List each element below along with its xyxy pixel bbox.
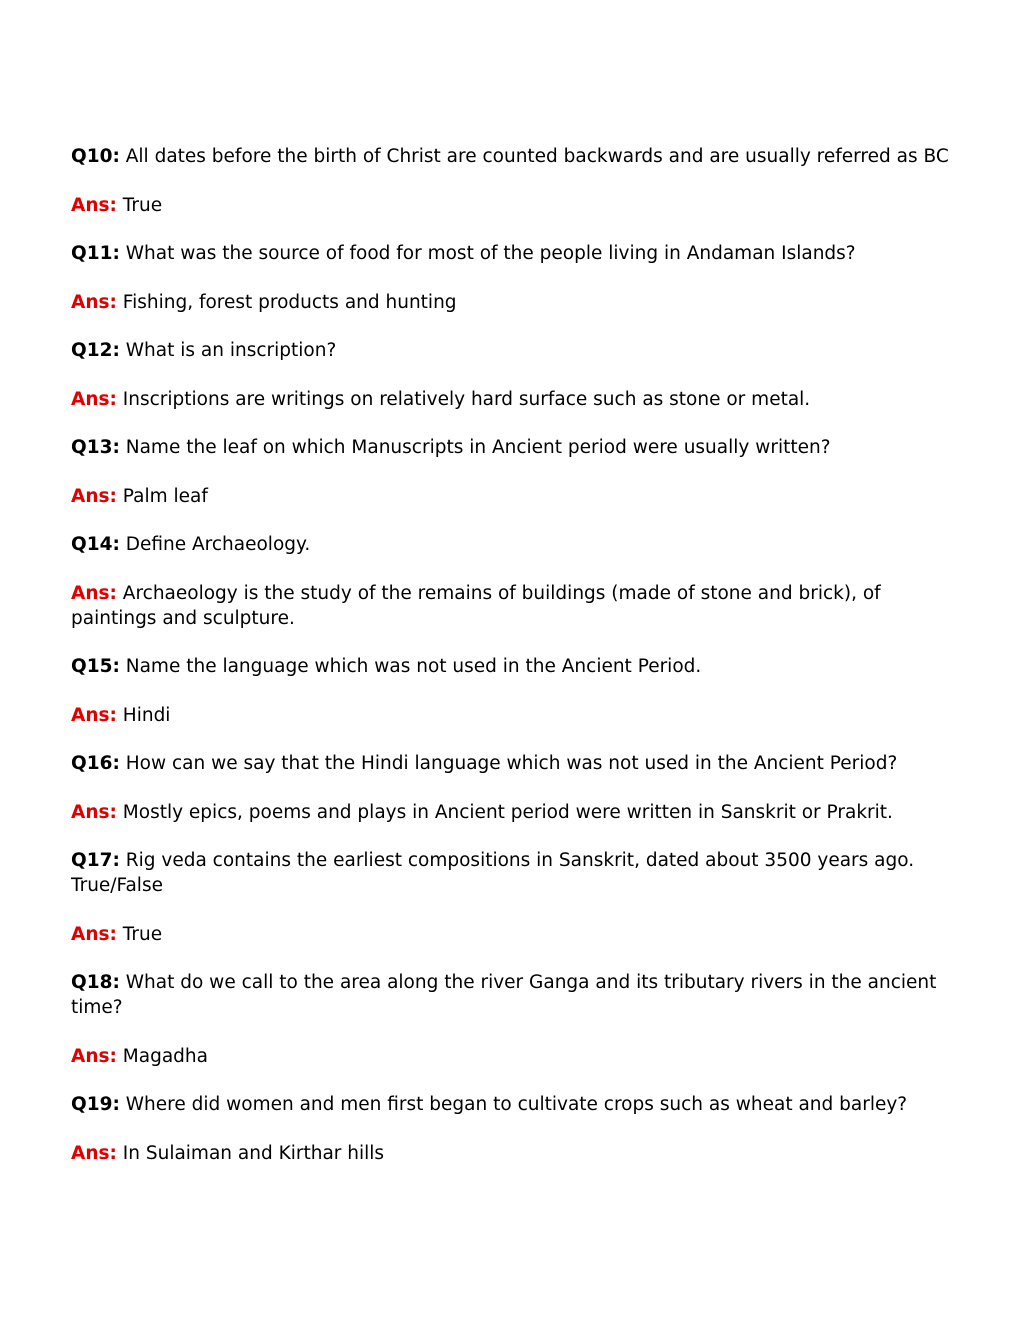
answer-label: Ans: (71, 923, 117, 945)
question-label: Q11: (71, 243, 120, 264)
question-text: Name the leaf on which Manuscripts in Ancient period were usually written? (119, 437, 831, 458)
answer-text: In Sulaiman and Kirthar hills (116, 1142, 385, 1164)
question-label: Q14: (71, 534, 120, 555)
question-label: Q10: (71, 146, 120, 167)
answer-text: True (116, 923, 163, 945)
answer-q15 (71, 703, 951, 728)
answer-label: Ans: (71, 194, 117, 216)
question-text: Define Archaeology. (119, 534, 311, 555)
document-page (71, 144, 951, 1189)
question-q14 (71, 532, 951, 557)
question-label: Q19: (71, 1094, 120, 1115)
question-text: Name the language which was not used in the Ancient Period. (119, 656, 702, 677)
answer-text: Archaeology is the study of the remains of buildings (made of stone and brick), of paintings and sculpture. (71, 582, 881, 629)
question-label: Q12: (71, 340, 120, 361)
answer-text: Inscriptions are writings on relatively hard surface such as stone or metal. (116, 388, 811, 410)
question-text: How can we say that the Hindi language which was not used in the Ancient Period? (119, 753, 898, 774)
question-text: What do we call to the area along the river Ganga and its tributary rivers in the ancient time? (71, 972, 937, 1018)
answer-label: Ans: (71, 704, 117, 726)
answer-label: Ans: (71, 291, 117, 313)
answer-label: Ans: (71, 388, 117, 410)
question-label: Q13: (71, 437, 120, 458)
question-text: All dates before the birth of Christ are counted backwards and are usually referred as BC (119, 146, 949, 167)
answer-q16 (71, 800, 951, 825)
question-label: Q16: (71, 753, 120, 774)
question-q19 (71, 1092, 951, 1117)
answer-text: Palm leaf (116, 485, 208, 507)
answer-text: Hindi (116, 704, 171, 726)
answer-q12 (71, 387, 951, 412)
question-text: What is an inscription? (119, 340, 337, 361)
question-q16 (71, 751, 951, 776)
answer-label: Ans: (71, 1142, 117, 1164)
question-q13 (71, 435, 951, 460)
answer-q18 (71, 1044, 951, 1069)
answer-text: Magadha (116, 1045, 208, 1067)
answer-text: Fishing, forest products and hunting (116, 291, 457, 313)
question-text: Rig veda contains the earliest compositions in Sanskrit, dated about 3500 years ago. True/False (71, 850, 915, 896)
question-label: Q18: (71, 972, 120, 993)
answer-q11 (71, 290, 951, 315)
answer-q19 (71, 1141, 951, 1166)
answer-q14 (71, 581, 951, 631)
answer-label: Ans: (71, 1045, 117, 1067)
answer-label: Ans: (71, 801, 117, 823)
answer-text: True (116, 194, 163, 216)
question-q17 (71, 848, 951, 898)
question-text: What was the source of food for most of the people living in Andaman Islands? (119, 243, 856, 264)
answer-label: Ans: (71, 582, 117, 604)
question-label: Q15: (71, 656, 120, 677)
question-q12 (71, 338, 951, 363)
answer-text: Mostly epics, poems and plays in Ancient period were written in Sanskrit or Prakrit. (116, 801, 893, 823)
question-label: Q17: (71, 850, 120, 871)
question-q18 (71, 970, 951, 1020)
answer-label: Ans: (71, 485, 117, 507)
question-q15 (71, 654, 951, 679)
question-q11 (71, 241, 951, 266)
answer-q13 (71, 484, 951, 509)
question-q10 (71, 144, 951, 169)
answer-q17 (71, 922, 951, 947)
question-text: Where did women and men first began to cultivate crops such as wheat and barley? (119, 1094, 908, 1115)
answer-q10 (71, 193, 951, 218)
